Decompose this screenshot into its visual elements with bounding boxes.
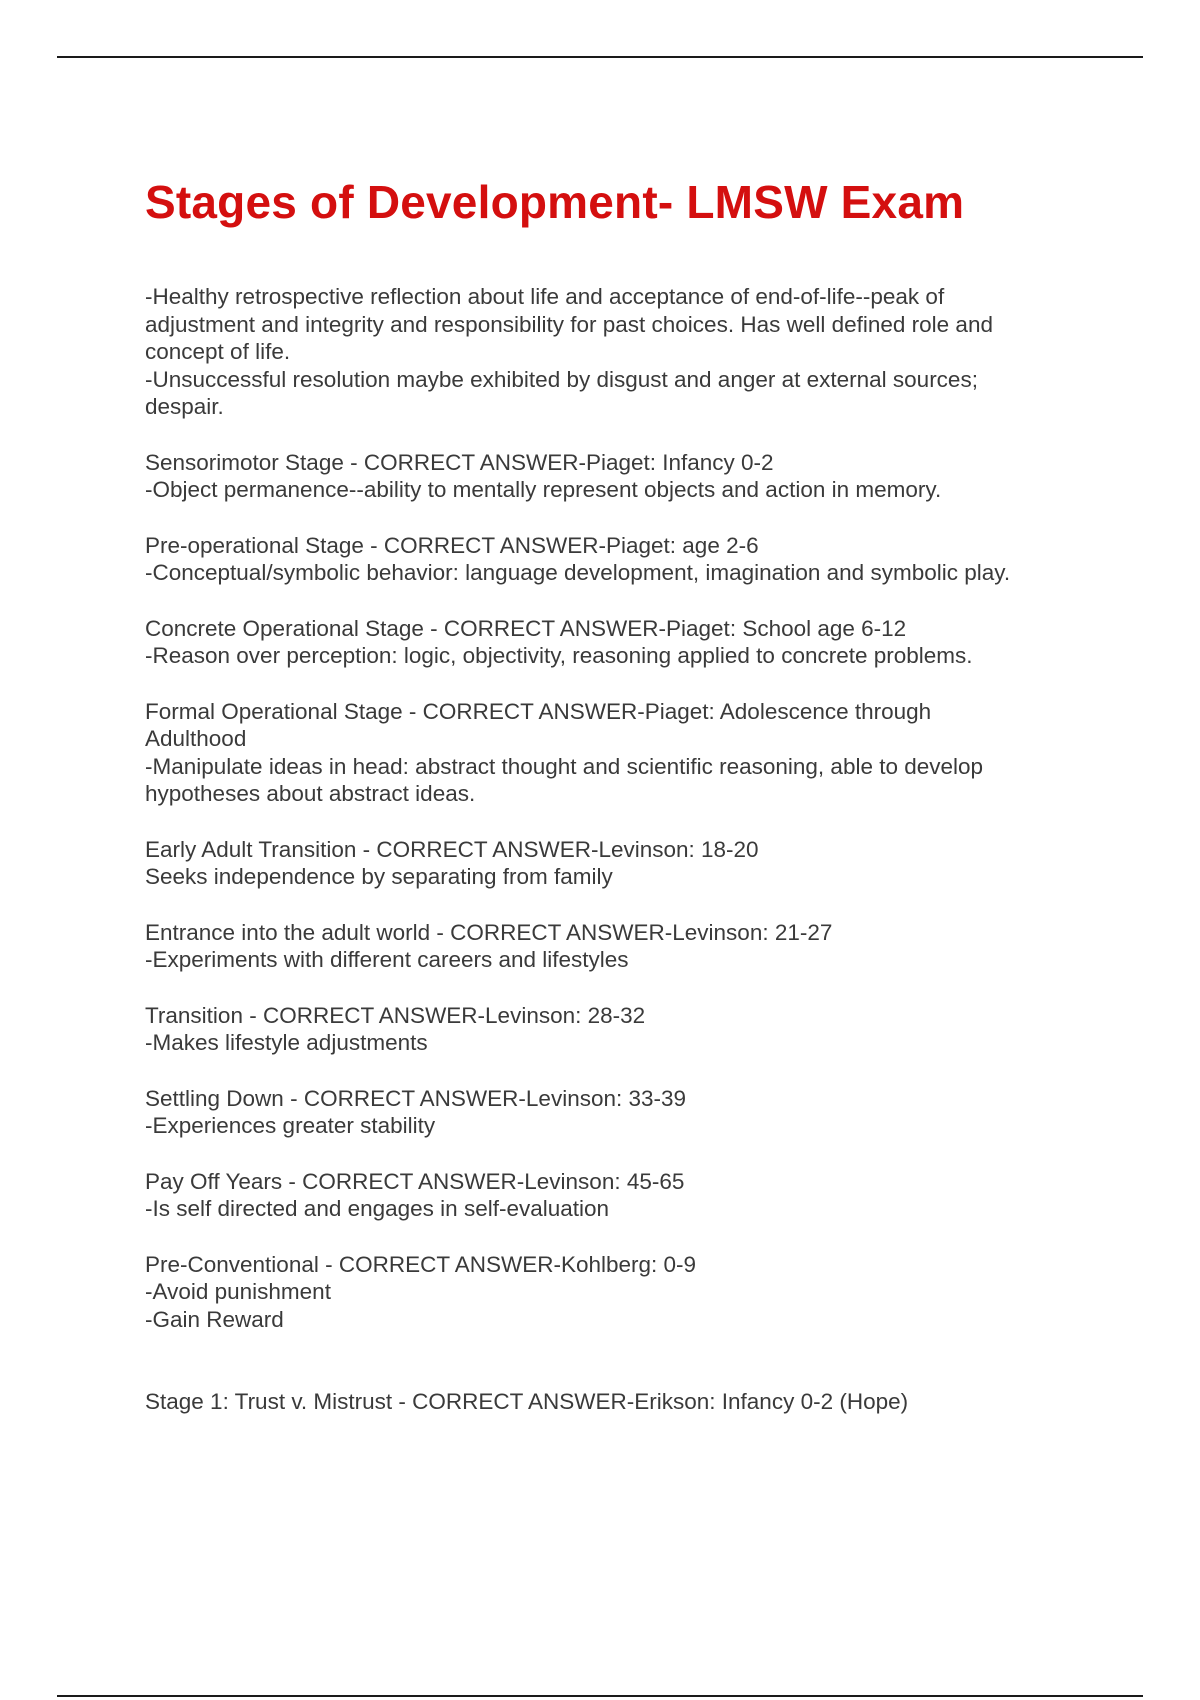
document-title: Stages of Development- LMSW Exam	[145, 176, 965, 228]
entry-pre-conventional	[145, 1251, 1105, 1334]
entry-concrete-operational-stage	[145, 615, 1105, 670]
entry-line: Seeks independence by separating from family	[145, 864, 613, 889]
entry-line: -Makes lifestyle adjustments	[145, 1030, 428, 1055]
entry-heading: Pay Off Years - CORRECT ANSWER-Levinson: 45-65	[145, 1168, 685, 1194]
document-body	[145, 283, 1105, 1444]
entry-line: -Healthy retrospective reflection about life and acceptance of end-of-life--peak of	[145, 284, 945, 309]
entry-line: despair.	[145, 394, 224, 419]
entry-line: -Experiments with different careers and lifestyles	[145, 947, 629, 972]
entry-sensorimotor-stage	[145, 449, 1105, 504]
entry-heading: Pre-Conventional - CORRECT ANSWER-Kohlberg: 0-9	[145, 1251, 697, 1277]
entry-integrity-despair	[145, 283, 1105, 421]
entry-line: -Unsuccessful resolution maybe exhibited by disgust and anger at external sources;	[145, 366, 978, 392]
entry-early-adult-transition	[145, 836, 1105, 891]
entry-line: -Object permanence--ability to mentally represent objects and action in memory.	[145, 477, 942, 502]
entry-pay-off-years	[145, 1168, 1105, 1223]
entry-pre-operational-stage	[145, 532, 1105, 587]
entry-line: -Gain Reward	[145, 1306, 284, 1332]
entry-transition	[145, 1002, 1105, 1057]
bottom-divider	[57, 1695, 1143, 1697]
entry-line: -Manipulate ideas in head: abstract thought and scientific reasoning, able to develop	[145, 753, 984, 779]
entry-settling-down	[145, 1085, 1105, 1140]
top-divider	[57, 56, 1143, 58]
entry-heading: Early Adult Transition - CORRECT ANSWER-Levinson: 18-20	[145, 836, 759, 862]
entry-heading: Sensorimotor Stage - CORRECT ANSWER-Piaget: Infancy 0-2	[145, 449, 774, 475]
entry-line: adjustment and integrity and responsibility for past choices. Has well defined role and	[145, 311, 993, 337]
entry-line: -Conceptual/symbolic behavior: language development, imagination and symbolic play.	[145, 560, 1011, 585]
entry-line: -Is self directed and engages in self-evaluation	[145, 1196, 610, 1221]
entry-heading: Transition - CORRECT ANSWER-Levinson: 28-32	[145, 1002, 646, 1028]
entry-line: -Avoid punishment	[145, 1279, 331, 1304]
entry-line: concept of life.	[145, 339, 291, 364]
entry-line: Adulthood	[145, 726, 247, 751]
entry-heading: Entrance into the adult world - CORRECT ANSWER-Levinson: 21-27	[145, 919, 833, 945]
entry-entrance-adult-world	[145, 919, 1105, 974]
entry-heading: Formal Operational Stage - CORRECT ANSWER-Piaget: Adolescence through	[145, 698, 932, 724]
entry-line: -Experiences greater stability	[145, 1113, 436, 1138]
entry-line: -Reason over perception: logic, objectivity, reasoning applied to concrete problems.	[145, 643, 973, 668]
entry-formal-operational-stage	[145, 698, 1105, 808]
entry-trust-v-mistrust	[145, 1388, 1105, 1416]
entry-heading: Stage 1: Trust v. Mistrust - CORRECT ANSWER-Erikson: Infancy 0-2 (Hope)	[145, 1389, 909, 1414]
entry-heading: Pre-operational Stage - CORRECT ANSWER-Piaget: age 2-6	[145, 532, 759, 558]
entry-line: hypotheses about abstract ideas.	[145, 781, 476, 806]
entry-heading: Settling Down - CORRECT ANSWER-Levinson: 33-39	[145, 1085, 687, 1111]
entry-heading: Concrete Operational Stage - CORRECT ANSWER-Piaget: School age 6-12	[145, 615, 907, 641]
